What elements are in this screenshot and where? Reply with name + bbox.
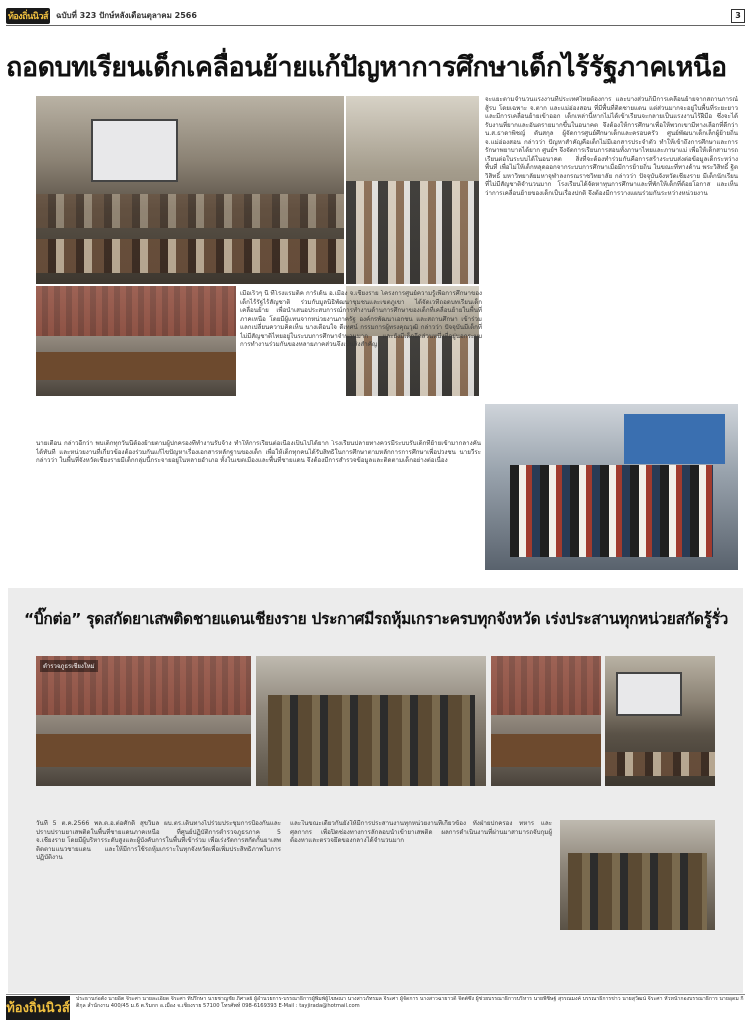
article2-headline: “บิ๊กต่อ” รุดสกัดยาเสพติดชายแดนเชียงราย ประกาศมีรถหุ้มเกราะครบทุกจังหวัด เร่งประสานทุกหน่วยสกัดรู้รั่ว	[23, 609, 729, 628]
photo-group-stage	[485, 404, 738, 570]
photo-command-meeting	[491, 656, 601, 786]
photo-police-officers	[256, 656, 486, 786]
article1-column-bottom: นายเตือน กล่าวอีกว่า พบเด็กทุกวันนี้ต้องย้ายตามผู้ปกครองที่ทำงานรับจ้าง ทำให้การเรียนต่อเนื่องเป็นไปได้ยาก โรงเรียนปลายทางควรมีระบบรับเด็กที่ย้ายเข้ามากลางคันได้ทันที และหน่วยงานที่เกี่ยวข้องต้องร่วมกันแก้ไขปัญหาเรื่องเอกสารหลักฐานของเด็ก เพื่อให้เด็กทุกคนได้รับสิทธิในการศึกษาตามหลักการการศึกษาเพื่อปวงชน นายวีระ กล่าวว่า ในพื้นที่จังหวัดเชียงรายมีเด็กกลุ่มนี้กระจายอยู่ในหลายอำเภอ ทั้งในเขตเมืองและพื้นที่ชายแดน จึงต้องมีการสำรวจข้อมูลและติดตามเด็กอย่างต่อเนื่อง	[36, 440, 481, 464]
photo-police-meeting	[36, 656, 251, 786]
page-header	[6, 6, 745, 26]
footer-logo-text: ท้องถิ่นนิวส์	[6, 1001, 70, 1016]
photo-participants	[36, 286, 236, 396]
footer-credits: ประธานก่อตั้ง นายอิต จีระศา นายละเอียด จีระศา ที่ปรึกษา นายชาญชัย ภิศาลย์ ผู้อำนวยการ-บรรณาธิการผู้พิมพ์ผู้โฆษณา นางสาวภัทรมล จีระศา ผู้จัดการ นางสาวฉายาวดี จิตต์ซึ่ง ผู้ช่วยบรรณาธิการบริหาร นายพิชิษฐ์ สุรรณมงค์ บรรณาธิการข่าว นายสุวัฒน์ จีระศา หัวหน้ากองบรรณาธิการ นายอุดม กิติกุล สำนักงาน 400/45 ม.6 ต.ริมกก อ.เมือง จ.เชียงราย 57100 โทรศัพท์ 098-6169393 E-Mail : tayjirada@hotmail.com	[76, 995, 744, 1009]
article2-column-left: วันที่ 5 ต.ค.2566 พล.ต.อ.ต่อศักดิ์ สุขวิมล ผบ.ตร.เดินทางไปร่วมประชุมการป้องกันและปราบปรามยาเสพติดในพื้นที่ชายแดนภาคเหนือ ที่ศูนย์ปฏิบัติการตำรวจภูธรภาค 5 จ.เชียงราย โดยมีผู้บริหารระดับสูงและผู้บังคับการในพื้นที่เข้าร่วม เพื่อเร่งรัดการสกัดกั้นยาเสพติดตามแนวชายแดน และให้มีการใช้รถหุ้มเกราะในทุกจังหวัดเพื่อเพิ่มประสิทธิภาพในการปฏิบัติงาน	[36, 820, 281, 861]
masthead-logo-text: ท้องถิ่นนิวส์	[7, 11, 49, 22]
article1-headline: ถอดบทเรียนเด็กเคลื่อนย้ายแก้ปัญหาการศึกษาเด็กไร้รัฐภาคเหนือ	[6, 52, 727, 83]
article2-column-right: และในขณะเดียวกันยังให้มีการประสานงานทุกหน่วยงานที่เกี่ยวข้อง ทั้งฝ่ายปกครอง ทหาร และศุลกากร เพื่อปิดช่องทางการลักลอบนำเข้ายาเสพติด ผลการดำเนินงานที่ผ่านมาสามารถจับกุมผู้ต้องหาและตรวจยึดของกลางได้จำนวนมาก	[290, 820, 552, 844]
photo-caption: ตำรวจภูธรเชียงใหม่	[40, 660, 98, 672]
photo-briefing-room	[605, 656, 715, 786]
photo-audience	[346, 96, 479, 284]
issue-line: ฉบับที่ 323 ปักษ์หลังเดือนตุลาคม 2566	[56, 11, 197, 20]
article2-headline-band	[23, 595, 729, 641]
article1-column-middle: เมื่อเร็วๆ นี้ ที่โรงแรมดิค การ์เด้น อ.เมือง จ.เชียงราย โครงการศูนย์ความรู้เพื่อการศึกษาของเด็กไร้รัฐไร้สัญชาติ ร่วมกับมูลนิธิพัฒนาชุมชนและเขตภูเขา ได้จัดเวทีถอดบทเรียนเด็กเคลื่อนย้าย เพื่อนำเสนอประสบการณ์การทำงานด้านการศึกษาของเด็กที่เคลื่อนย้ายในพื้นที่ภาคเหนือ โดยมีผู้แทนจากหน่วยงานภาครัฐ องค์กรพัฒนาเอกชน และสถานศึกษา เข้าร่วมแลกเปลี่ยนความคิดเห็น นางเตือนใจ ดีเทศน์ กรรมการผู้ทรงคุณวุฒิ กล่าวว่า ปัจจุบันมีเด็กที่ไม่มีสัญชาติไทยอยู่ในระบบการศึกษาจำนวนมาก และยังมีเด็กอีกส่วนหนึ่งที่อยู่นอกระบบ การทำงานร่วมกันของหลายภาคส่วนจึงเป็นสิ่งสำคัญ	[240, 290, 482, 348]
article1-column-right-top: จะแยะตามจำนวนแรงงานที่ประเทศไทยต้องการ และบางส่วนก็มีการเคลื่อนย้ายจากสถานการณ์สู้รบ โดยเฉพาะ จ.ตาก และแม่ฮ่องสอน ที่มีพื้นที่ติดชายแดน แต่ส่วนมากจะอยู่ในพื้นที่ระยะยาวและมีการเคลื่อนย้ายเข้าออก เด็กเหล่านี้หากไม่ได้เข้าเรียนจะกลายเป็นแรงงานไร้ฝีมือ ซึ่งจะได้รับงานที่ยากและอันตรายมากขึ้นในอนาคต จึงต้องให้การศึกษาเพื่อให้พวกเขามีทางเลือกที่ดีกว่า น.ส.ธาดาพิชญ์ ตันสกุล ผู้จัดการศูนย์ศึกษาเด็กและครอบครัว ศูนย์พัฒนาเด็กเล็กผู้ย้ายถิ่น จ.แม่ฮ่องสอน กล่าวว่า ปัญหาสำคัญคือเด็กไม่มีเอกสารประจำตัว ทำให้เข้าถึงการศึกษาและการรักษาพยาบาลได้ยาก ศูนย์ฯ จึงจัดการเรียนการสอนทั้งภาษาไทยและภาษาแม่ เพื่อให้เด็กสามารถเรียนต่อในระบบได้ในอนาคต สิ่งที่จะต้องทำร่วมกันคือการสร้างระบบส่งต่อข้อมูลเด็กระหว่างพื้นที่ เพื่อไม่ให้เด็กหลุดออกจากระบบการศึกษาเมื่อมีการย้ายถิ่น ในขณะที่ทางด้าน พระวิสิทธิ์ ฐิตวิสิทธิ์ มหาวิทยาลัยมหาจุฬาลงกรณราชวิทยาลัย กล่าวว่า ปัจจุบันจังหวัดเชียงราย มีเด็กนักเรียนที่ไม่มีสัญชาติจำนวนมาก โรงเรียนได้จัดหาทุนการศึกษาและที่พักให้เด็กที่ด้อยโอกาส และเห็นว่าการเคลื่อนย้ายของเด็กเป็นเรื่องปกติ จึงต้องมีการวางแผนร่วมกันระหว่างหน่วยงาน	[485, 96, 738, 197]
page-footer	[6, 994, 745, 1020]
page-number: 3	[731, 9, 745, 23]
photo-conference-hall	[36, 96, 344, 284]
photo-police-press	[560, 820, 715, 930]
masthead-logo	[6, 8, 50, 24]
footer-logo	[6, 996, 70, 1020]
